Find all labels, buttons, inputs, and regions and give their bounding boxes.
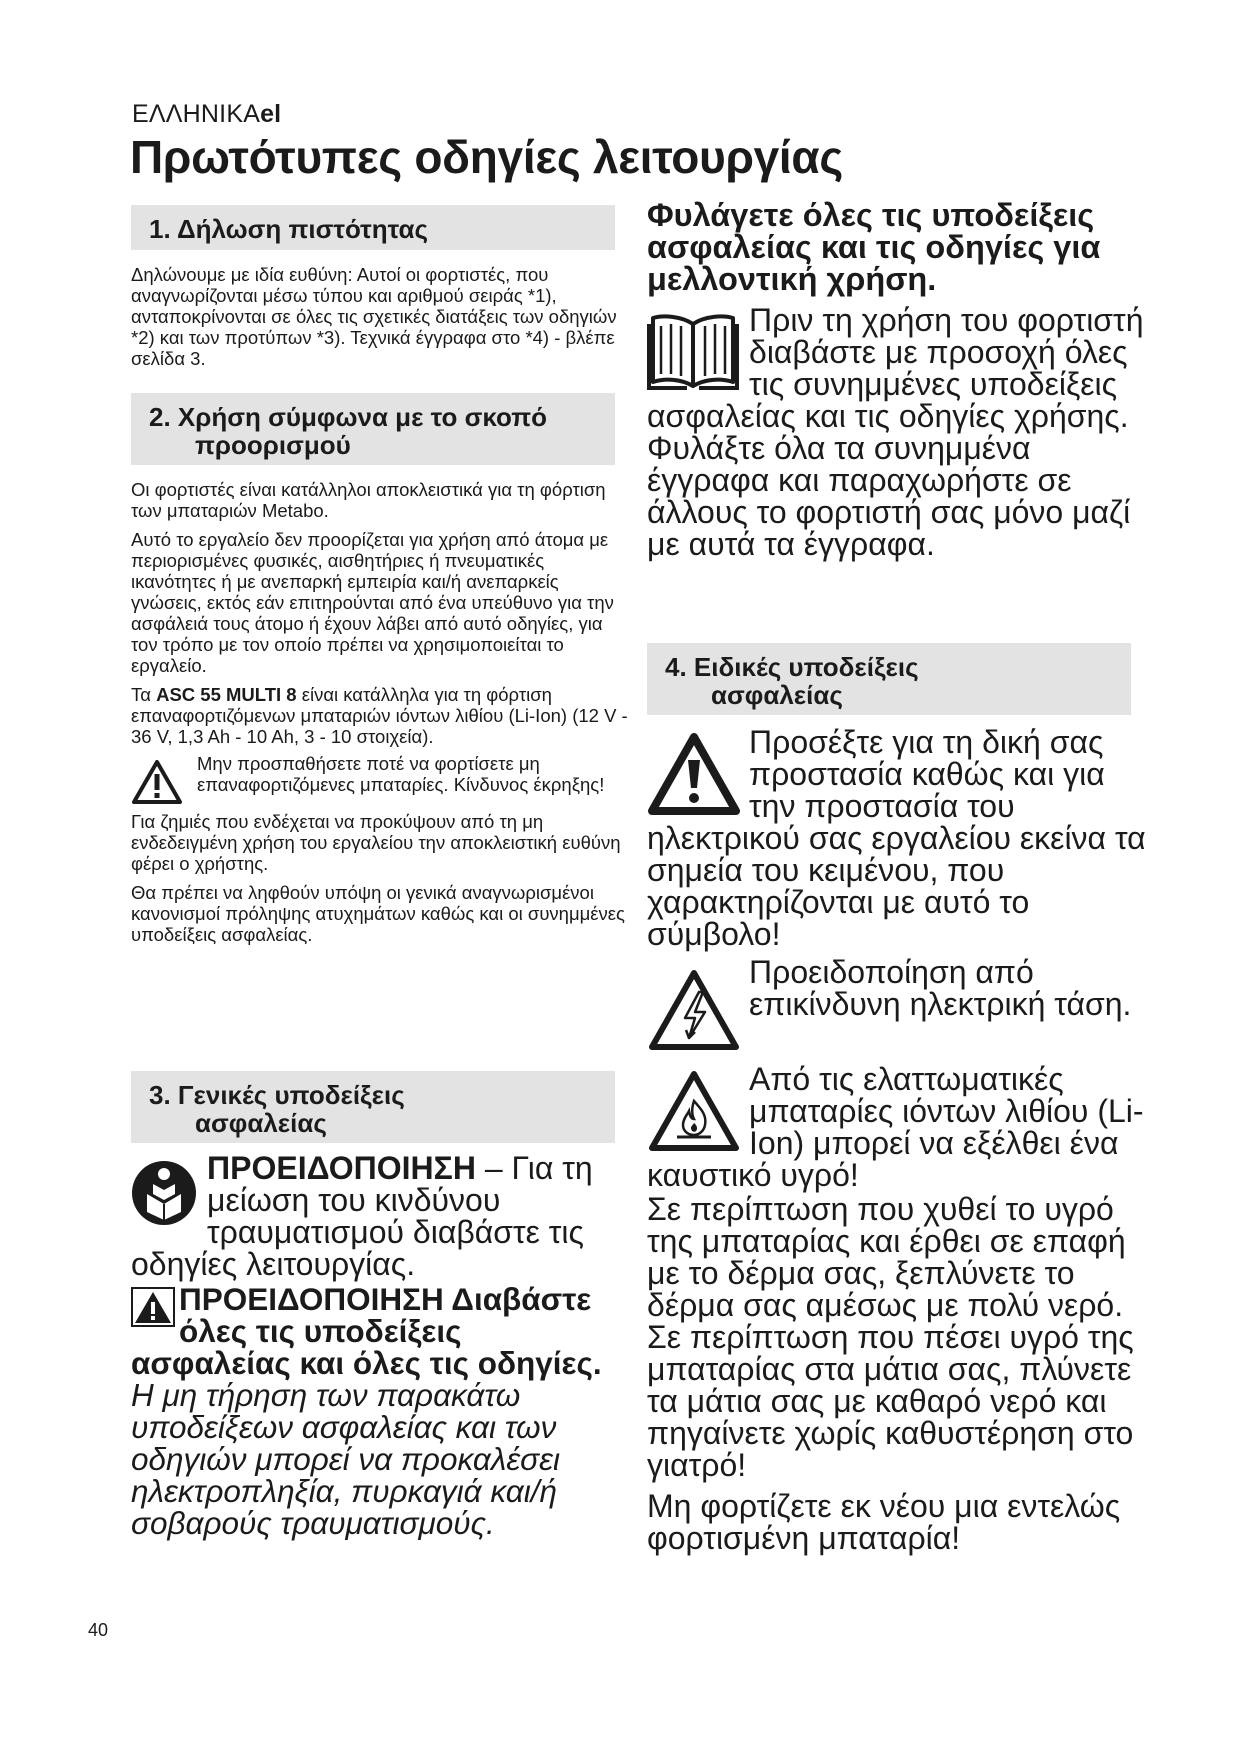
voltage-warning-text: Προειδοποίηση από επικίνδυνη ηλεκτρική τάση. [749, 954, 1132, 1022]
warning-triangle-icon [131, 759, 183, 805]
warning-triangle-icon [647, 732, 741, 816]
section3-heading-line1: 3. Γενικές υποδείξεις [149, 1080, 405, 1110]
section4-heading-line1: 4. Ειδικές υποδείξεις [665, 652, 919, 682]
section3-warning1-text: ΠΡΟΕΙΔΟΠΟΙΗΣΗ – Για τη μείωση του κινδύνου τραυματισμού διαβάστε τις οδηγίες λειτουργίας. [131, 1150, 593, 1282]
warning2-italic-text: Η μη τήρηση των παρακάτω υποδείξεων ασφαλείας και των οδηγιών μπορεί να προκαλέσει ηλεκτροπληξία, πυρκαγιά και/ή σοβαρούς τραυματισμούς. [131, 1377, 561, 1541]
section1-heading-text: 1. Δήλωση πιστότητας [149, 214, 429, 244]
page-title: Πρωτότυπες οδηγίες λειτουργίας [130, 131, 843, 183]
manual-instructions-text: Πριν τη χρήση του φορτιστή διαβάστε με προσοχή όλες τις συνημμένες υποδείξεις ασφαλείας και τις οδηγίες χρήσης. Φυλάξτε όλα τα συνημμένα έγγραφα και παραχωρήστε σε άλλους το φορτιστή σας μόνο μαζί με αυτά τα έγγραφα. [647, 302, 1144, 562]
section2-warning [131, 753, 631, 805]
page-number: 40 [88, 1620, 109, 1640]
section1-body [131, 264, 623, 377]
model-name: ASC 55 MULTI 8 [156, 684, 297, 705]
section1-heading [131, 205, 615, 250]
section2-heading [131, 393, 615, 465]
battery-liquid-text: Σε περίπτωση που χυθεί το υγρό της μπαταρίας και έρθει σε επαφή με το δέρμα σας, ξεπλύνετε το δέρμα σας αμέσως με πολύ νερό. Σε περίπτωση που πέσει υγρό της μπαταρίας στα μάτια σας, πλύνετε τα μάτια σας με καθαρό νερό και πηγαίνετε χωρίς καθυστέρηση στο γιατρό! [647, 1191, 1134, 1483]
fire-warning-text: Από τις ελαττωματικές μπαταρίες ιόντων λιθίου (Li-Ion) μπορεί να εξέλθει ένα καυστικό υγρό! [647, 1061, 1144, 1193]
section4-heading-line2: ασφαλείας [711, 680, 843, 710]
warning-box-icon [131, 1287, 175, 1327]
section3-warning2-text [131, 1283, 626, 1539]
language-code: el [260, 100, 282, 128]
attention-text: Προσέξτε για τη δική σας προστασία καθώς και για την προστασία του ηλεκτρικού σας εργαλείου εκείνα τα σημεία του κειμένου, που χαρακτηρίζονται με αυτό το σύμβολο! [647, 724, 1146, 952]
section2-paragraph-5: Θα πρέπει να ληφθούν υπόψη οι γενικά αναγνωρισμένοι κανονισμοί πρόληψης ατυχημάτων καθώς και οι συνημμένες υποδείξεις ασφαλείας. [131, 882, 625, 945]
read-manual-icon [131, 1160, 197, 1226]
keep-instructions-heading: Φυλάγετε όλες τις υποδείξεις ασφαλείας και τις οδηγίες για μελλοντική χρήση. [647, 197, 1101, 297]
section2-paragraph-1: Οι φορτιστές είναι κατάλληλοι αποκλειστικά για τη φόρτιση των μπαταριών Metabo. [131, 479, 606, 521]
warning-keyword: ΠΡΟΕΙΔΟΠΟΙΗΣΗ [207, 1150, 476, 1186]
warning2-bold-text: ΠΡΟΕΙΔΟΠΟΙΗΣΗ Διαβάστε όλες τις υποδείξεις ασφαλείας και όλες τις οδηγίες. [131, 1281, 602, 1381]
section3-heading [131, 1071, 615, 1143]
flammable-icon [647, 1069, 741, 1153]
section1-paragraph: Δηλώνουμε με ιδία ευθύνη: Αυτοί οι φορτιστές, που αναγνωρίζονται μέσω τύπου και αριθμού σειράς *1), ανταποκρίνονται σε όλες τις σχετικές διατάξεις των οδηγιών *2) και των προτύπων *3). Τεχνικά έγγραφα στο *4) - βλέπε σελίδα 3. [131, 264, 617, 369]
section2-paragraph-4: Για ζημιές που ενδέχεται να προκύψουν από τη μη ενδεδειγμένη χρήση του εργαλείου την αποκλειστική ευθύνη φέρει ο χρήστης. [131, 811, 621, 874]
section2-warning-text: Μην προσπαθήσετε ποτέ να φορτίσετε μη επαναφορτιζόμενες μπαταρίες. Κίνδυνος έκρηξης! [197, 753, 605, 795]
section2-heading-line1: 2. Χρήση σύμφωνα με το σκοπό [149, 402, 547, 432]
voltage-warning-block [647, 956, 1147, 1052]
section2-paragraph-2: Αυτό το εργαλείο δεν προορίζεται για χρήση από άτομα με περιορισμένες φυσικές, αισθητήριες ή πνευματικές ικανότητες ή με ανεπαρκή εμπειρία και/ή ανεπαρκείς γνώσεις, εκτός εάν επιτηρούνται από ένα υπεύθυνο για την ασφάλειά τους άτομο ή έχουν λάβει από αυτό οδηγίες, για τον τρόπο με τον οποίο πρέπει να χρησιμοποιείται το εργαλείο. [131, 529, 614, 676]
section4-heading [647, 643, 1131, 715]
language-name: ΕΛΛΗΝΙΚΑ [132, 100, 261, 128]
high-voltage-icon [647, 968, 741, 1052]
section2-paragraph-3: Τα ASC 55 MULTI 8 είναι κατάλληλα για τη φόρτιση επαναφορτιζόμενων μπαταριών ιόντων λιθίου (Li-Ion) (12 V - 36 V, 1,3 Ah - 10 Ah, 3 - 10 στοιχεία). [131, 684, 628, 747]
section3-heading-line2: ασφαλείας [195, 1108, 327, 1138]
section3-warning2 [131, 1283, 626, 1539]
section3-warning1 [131, 1152, 626, 1280]
language-label [132, 100, 281, 129]
recharge-warning-text: Μη φορτίζετε εκ νέου μια εντελώς φορτισμένη μπαταρία! [647, 1488, 1121, 1556]
attention-block [647, 726, 1147, 950]
section2-heading-line2: προορισμού [195, 430, 351, 460]
section2-body [131, 479, 631, 953]
manual-instructions-block [647, 304, 1147, 560]
fire-warning-block [647, 1063, 1147, 1191]
book-icon [647, 312, 739, 392]
